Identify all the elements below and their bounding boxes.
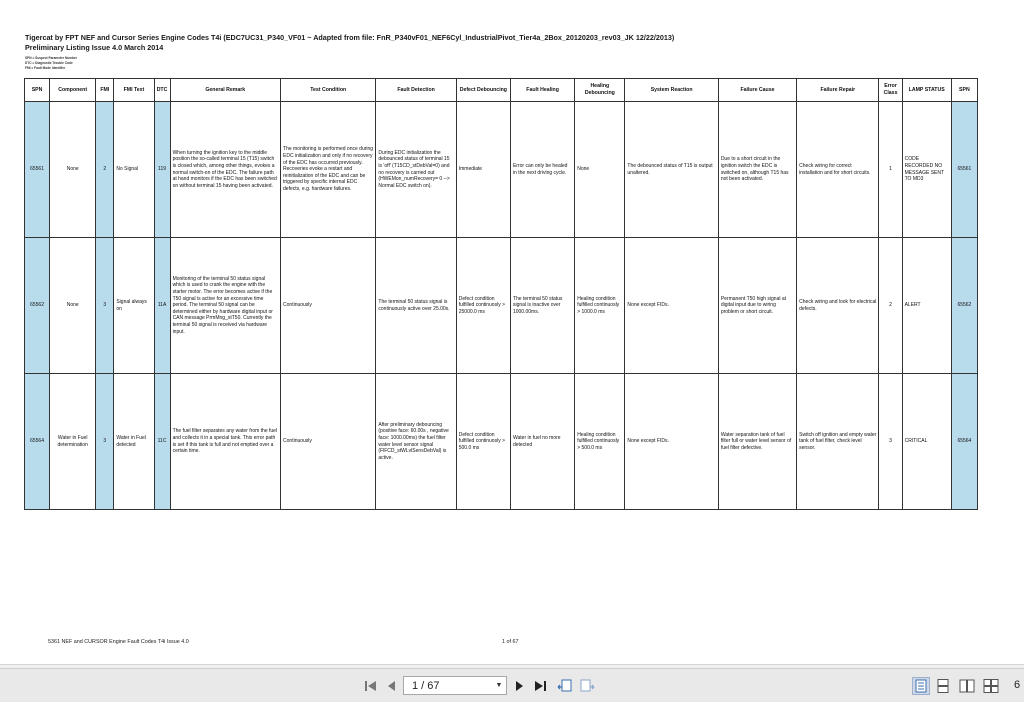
cell-spn: 65561 bbox=[25, 102, 50, 238]
cell-system-reaction: The debounced status of T15 is output unaltered. bbox=[625, 102, 718, 238]
next-view-icon bbox=[579, 678, 595, 694]
next-page-icon bbox=[514, 680, 524, 692]
legend-fmi: FMI = Fault Mode Identifier bbox=[25, 66, 66, 70]
cell-fmi: 3 bbox=[96, 238, 114, 374]
cell-component: Water in Fuel determination bbox=[50, 374, 96, 510]
first-page-button[interactable] bbox=[362, 677, 380, 695]
col-header-test-condition: Test Condition bbox=[281, 79, 376, 102]
table-row bbox=[25, 374, 978, 510]
next-page-button[interactable] bbox=[510, 677, 528, 695]
cell-healing-debouncing: Healing condition fulfilled continuosly > 1000.0 ms bbox=[575, 238, 625, 374]
cell-spn: 65562 bbox=[25, 238, 50, 374]
cell-test-condition: Continuously bbox=[281, 374, 376, 510]
cell-failure-repair: Switch off ignition and empty water tank of fuel filter, check level sensor. bbox=[797, 374, 879, 510]
cell-lamp-status: CRITICAL bbox=[902, 374, 951, 510]
cell-spn-end: 65564 bbox=[951, 374, 977, 510]
continuous-view-button[interactable] bbox=[934, 677, 952, 695]
cell-lamp-status: CODE RECORDED NO MESSAGE SENT TO MD3 bbox=[902, 102, 951, 238]
cell-component: None bbox=[50, 102, 96, 238]
table-row bbox=[25, 238, 978, 374]
cell-spn-end: 65562 bbox=[951, 238, 977, 374]
two-page-continuous-view-button[interactable] bbox=[982, 677, 1000, 695]
cell-dtc: 11A bbox=[154, 238, 170, 374]
viewer-toolbar bbox=[0, 668, 1024, 702]
cell-dtc: 119 bbox=[154, 102, 170, 238]
cell-system-reaction: None except FIDs. bbox=[625, 238, 718, 374]
cell-healing-debouncing: None bbox=[575, 102, 625, 238]
single-page-icon bbox=[915, 679, 927, 693]
footer-page-number: 1 of 67 bbox=[502, 639, 519, 645]
zoom-level[interactable]: 6 bbox=[1014, 679, 1021, 691]
col-header-failure-cause: Failure Cause bbox=[718, 79, 796, 102]
previous-page-button[interactable] bbox=[383, 677, 401, 695]
cell-failure-cause: Due to a short circuit in the ignition switch the EDC is switched on, although T15 has not been activated. bbox=[718, 102, 796, 238]
table-row bbox=[25, 102, 978, 238]
cell-failure-repair: Check wiring and look for electrical defects. bbox=[797, 238, 879, 374]
footer-document-name: 5361 NEF and CURSOR Engine Fault Codes T4i Issue 4.0 bbox=[48, 639, 189, 645]
cell-fmi: 2 bbox=[96, 102, 114, 238]
cell-lamp-status: ALERT bbox=[902, 238, 951, 374]
go-back-view-button[interactable] bbox=[556, 677, 574, 695]
two-page-view-button[interactable] bbox=[958, 677, 976, 695]
single-page-view-button[interactable] bbox=[912, 677, 930, 695]
go-forward-view-button[interactable] bbox=[578, 677, 596, 695]
col-header-fmi: FMI bbox=[96, 79, 114, 102]
col-header-general-remark: General Remark bbox=[170, 79, 280, 102]
cell-fmi-text: No Signal bbox=[114, 102, 154, 238]
col-header-defect-debouncing: Defect Debouncing bbox=[456, 79, 510, 102]
last-page-icon bbox=[533, 680, 547, 692]
cell-failure-cause: Permanent T50 high signal at digital input due to wiring problem or short circuit. bbox=[718, 238, 796, 374]
continuous-pages-icon bbox=[937, 679, 949, 693]
col-header-dtc: DTC bbox=[154, 79, 170, 102]
cell-fmi-text: Water in Fuel detected bbox=[114, 374, 154, 510]
two-page-continuous-icon bbox=[983, 679, 999, 693]
cell-fault-detection: The terminal 50 status signal is continuously active over 25.00s. bbox=[376, 238, 456, 374]
cell-fmi: 3 bbox=[96, 374, 114, 510]
cell-general-remark: Monitoring of the terminal 50 status signal which is used to crank the engine with the starter motor. The error becomes active if the T50 signal is active for an excessive time period. The terminal 50 signal can be determined either by hardware digital input or CAN message PrmMng_stT50. Currently the terminal 50 signal is received via hardware input. bbox=[170, 238, 280, 374]
col-header-lamp-status: LAMP STATUS bbox=[902, 79, 951, 102]
cell-test-condition: Continuously bbox=[281, 238, 376, 374]
col-header-fmi-text: FMI Text bbox=[114, 79, 154, 102]
chevron-down-icon: ▼ bbox=[495, 682, 503, 689]
document-subtitle: Preliminary Listing Issue 4.0 March 2014 bbox=[25, 43, 164, 52]
last-page-button[interactable] bbox=[531, 677, 549, 695]
document-title: Tigercat by FPT NEF and Cursor Series Engine Codes T4i (EDC7UC31_P340_VF01 ~ Adapted from file: FnR_P340vF01_NEF6Cyl_IndustrialPivot_Tier4a_2Box_20120203_rev03_JK 12/22/2013) bbox=[25, 33, 675, 42]
cell-error-class: 2 bbox=[879, 238, 902, 374]
page-number-select[interactable] bbox=[403, 676, 507, 695]
cell-fmi-text: Signal always on bbox=[114, 238, 154, 374]
cell-spn-end: 65561 bbox=[951, 102, 977, 238]
two-page-icon bbox=[959, 679, 975, 693]
cell-fault-healing: Error can only be healed in the next driving cycle. bbox=[510, 102, 574, 238]
cell-defect-debouncing: Immediate bbox=[456, 102, 510, 238]
cell-healing-debouncing: Healing condition fulfilled continuosly > 500.0 ms bbox=[575, 374, 625, 510]
cell-fault-detection: During EDC initialization the debounced status of terminal 15 is 'off' (T15CD_stDebVal=0) and no recovery is carried out (HWEMon_numRecovery= 0 --> Normal EDC switch on). bbox=[376, 102, 456, 238]
cell-error-class: 1 bbox=[879, 102, 902, 238]
first-page-icon bbox=[364, 680, 378, 692]
cell-fault-healing: The terminal 50 status signal is inactive over 1000.00ms. bbox=[510, 238, 574, 374]
previous-view-icon bbox=[557, 678, 573, 694]
col-header-fault-detection: Fault Detection bbox=[376, 79, 456, 102]
col-header-error-class: Error Class bbox=[879, 79, 902, 102]
cell-test-condition: The monitoring is performed once during EDC initialization and only if no recovery of the EDC has occurred previously. Recoveries evoke a restart and reinitialization of the EDC and can be triggered by specific internal EDC defects, e.g. hardware failures. bbox=[281, 102, 376, 238]
previous-page-icon bbox=[387, 680, 397, 692]
col-header-spn: SPN bbox=[25, 79, 50, 102]
cell-fault-healing: Water in fuel no more detected bbox=[510, 374, 574, 510]
cell-error-class: 3 bbox=[879, 374, 902, 510]
legend-dtc: DTC = Diagnostic Trouble Code bbox=[25, 61, 73, 65]
fault-code-table bbox=[24, 78, 978, 510]
cell-fault-detection: After preliminary debouncing (positive face: 60.00s , negative face: 1000.00ms) the fuel filter water level sensor signal (FlFCD_stWLvlSensDebVal) is active. bbox=[376, 374, 456, 510]
cell-failure-repair: Check wiring for correct installation and for short circuits. bbox=[797, 102, 879, 238]
col-header-component: Component bbox=[50, 79, 96, 102]
col-header-system-reaction: System Reaction bbox=[625, 79, 718, 102]
legend-spn: SPN = Suspect Parameter Number bbox=[25, 56, 77, 60]
page-number-value: 1 / 67 bbox=[412, 679, 440, 692]
cell-dtc: 11C bbox=[154, 374, 170, 510]
cell-defect-debouncing: Defect condition fulfilled continuosly > 25000.0 ms bbox=[456, 238, 510, 374]
cell-spn: 65564 bbox=[25, 374, 50, 510]
cell-system-reaction: None except FIDs. bbox=[625, 374, 718, 510]
cell-component: None bbox=[50, 238, 96, 374]
col-header-fault-healing: Fault Healing bbox=[510, 79, 574, 102]
col-header-spn-end: SPN bbox=[951, 79, 977, 102]
cell-general-remark: The fuel filter separates any water from the fuel and collects it in a special tank. This error path is set if this tank is full and not emptied over a certain time. bbox=[170, 374, 280, 510]
cell-failure-cause: Water separation tank of fuel filter full or water level sensor of fuel filter defective. bbox=[718, 374, 796, 510]
table-header-row bbox=[25, 79, 978, 102]
cell-defect-debouncing: Defect condition fulfilled continuosly > 500.0 ms bbox=[456, 374, 510, 510]
col-header-healing-debouncing: Healing Debouncing bbox=[575, 79, 625, 102]
cell-general-remark: When turning the ignition key to the middle position the so-called terminal 15 (T15) switch is closed which, among other things, evokes a normal switch-on of the EDC. The failure path at hand monitors if the EDC has been switched on without terminal 15 having been activated. bbox=[170, 102, 280, 238]
col-header-failure-repair: Failure Repair bbox=[797, 79, 879, 102]
